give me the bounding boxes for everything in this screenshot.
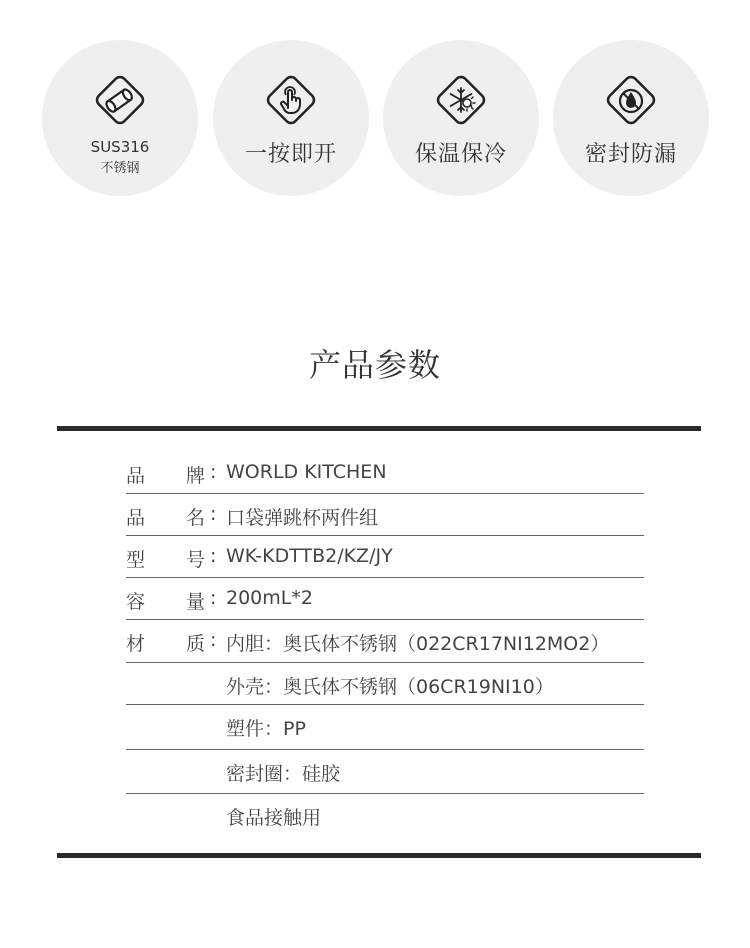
steel-roll-icon: [88, 68, 152, 132]
spec-key-char-1: 型: [126, 549, 146, 571]
spec-value: 口袋弹跳杯两件组: [226, 507, 379, 529]
feature-label: SUS316: [90, 138, 150, 156]
spec-table: [126, 452, 644, 835]
spec-key-char-2: 质: [186, 633, 206, 655]
spec-row: [126, 494, 644, 536]
spec-row: [126, 578, 644, 620]
spec-value: 塑件：PP: [226, 718, 306, 740]
section-title: 产品参数: [308, 346, 441, 384]
bottom-divider: [57, 853, 701, 858]
spec-row: [126, 663, 644, 705]
spec-colon: :: [210, 629, 217, 651]
spec-colon: :: [210, 461, 217, 483]
spec-key-char-2: 号: [186, 549, 206, 571]
finger-press-icon: [259, 68, 323, 132]
feature-keep-warm-cold: [383, 40, 539, 196]
feature-one-touch-open: [213, 40, 369, 196]
spec-value: 200mL*2: [226, 587, 313, 609]
feature-label: 保温保冷: [414, 142, 507, 167]
feature-label: 一按即开: [244, 142, 337, 167]
feature-sublabel: 不锈钢: [100, 161, 140, 176]
spec-row: [126, 794, 644, 835]
spec-value: 密封圈：硅胶: [226, 763, 341, 785]
spec-key-char-1: 品: [126, 507, 146, 529]
spec-row: [126, 536, 644, 578]
feature-sus316: [42, 40, 198, 196]
spec-key-char-2: 牌: [186, 465, 206, 487]
feature-icons-row: [0, 40, 750, 198]
spec-key-char-2: 量: [186, 591, 206, 613]
spec-key-char-1: 容: [126, 591, 146, 613]
spec-row: [126, 620, 644, 663]
spec-key-char-1: 品: [126, 465, 146, 487]
spec-colon: :: [210, 545, 217, 567]
spec-value: 食品接触用: [226, 807, 322, 829]
spec-value: 内胆：奥氏体不锈钢（022CR17NI12MO2）: [226, 633, 610, 655]
spec-value: WORLD KITCHEN: [226, 461, 387, 483]
spec-key-char-1: 材: [126, 633, 146, 655]
spec-row: [126, 452, 644, 494]
spec-key-char-2: 名: [186, 507, 206, 529]
water-drop-no-icon: [599, 68, 663, 132]
feature-seal-leakproof: [553, 40, 709, 196]
spec-colon: :: [210, 503, 217, 525]
spec-row: [126, 750, 644, 794]
top-divider: [57, 426, 701, 431]
spec-row: [126, 705, 644, 750]
spec-value: WK-KDTTB2/KZ/JY: [226, 545, 393, 567]
feature-label: 密封防漏: [584, 142, 677, 167]
spec-value: 外壳：奥氏体不锈钢（06CR19NI10）: [226, 676, 554, 698]
snowflake-sun-icon: [429, 68, 493, 132]
spec-colon: :: [210, 587, 217, 609]
